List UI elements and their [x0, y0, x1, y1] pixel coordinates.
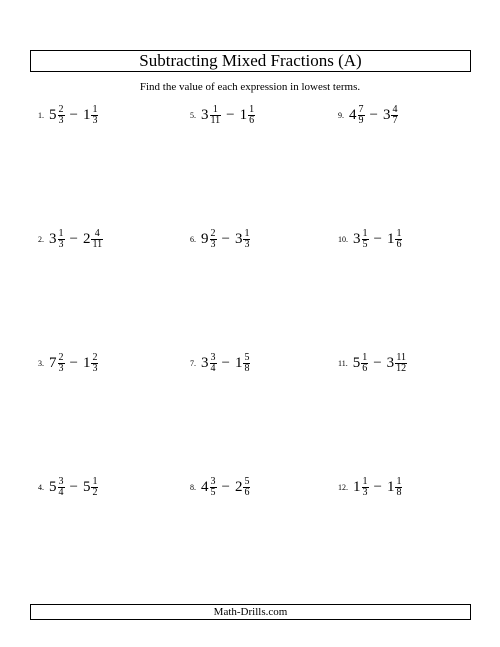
subtrahend-whole: 3: [386, 354, 395, 371]
subtrahend-denominator: 3: [92, 362, 98, 374]
minuend-whole: 3: [201, 354, 209, 371]
minuend-fraction: [210, 477, 217, 498]
minuend-numerator: 3: [210, 351, 216, 363]
minuend-whole: 5: [49, 106, 57, 123]
subtrahend-mixed-number: [83, 229, 103, 250]
subtrahend-mixed-number: [387, 229, 403, 250]
minuend-whole: 4: [349, 106, 357, 123]
minus-sign: −: [221, 230, 230, 247]
subtrahend-numerator: 5: [244, 351, 250, 363]
minus-sign: −: [221, 354, 230, 371]
minuend-fraction: [210, 105, 222, 126]
minus-sign: −: [373, 230, 382, 247]
minus-sign: −: [221, 478, 230, 495]
subtrahend-numerator: 1: [92, 475, 98, 487]
subtrahend-denominator: 12: [396, 362, 407, 374]
minuend-numerator: 7: [358, 103, 364, 115]
minuend-mixed-number: [49, 105, 65, 126]
minuend-mixed-number: [49, 353, 65, 374]
problem-item: [190, 98, 255, 132]
instructions: Find the value of each expression in lowest terms.: [139, 81, 361, 93]
subtrahend-mixed-number: [235, 229, 251, 250]
subtrahend-denominator: 6: [249, 114, 255, 126]
minus-sign: −: [69, 106, 78, 123]
minuend-numerator: 1: [212, 103, 218, 115]
minuend-denominator: 3: [210, 238, 216, 250]
subtrahend-fraction: [91, 477, 98, 498]
problem-number: 10.: [338, 234, 348, 244]
subtrahend-mixed-number: [83, 477, 99, 498]
problem-number: 7.: [190, 358, 196, 368]
minuend-fraction: [58, 477, 65, 498]
minuend-numerator: 1: [362, 475, 368, 487]
problem-number: 5.: [190, 110, 196, 120]
subtrahend-whole: 1: [82, 354, 91, 371]
subtrahend-fraction: [391, 105, 398, 126]
minus-sign: −: [69, 478, 78, 495]
minuend-denominator: 3: [58, 114, 64, 126]
problem-number: 1.: [38, 110, 44, 120]
subtrahend-whole: 1: [82, 106, 91, 123]
problem-item: [38, 222, 103, 256]
minuend-denominator: 4: [58, 486, 64, 498]
subtrahend-numerator: 5: [244, 475, 250, 487]
problem-number: 2.: [38, 234, 44, 244]
minuend-denominator: 3: [362, 486, 368, 498]
minus-sign: −: [226, 106, 235, 123]
subtrahend-numerator: 1: [92, 103, 98, 115]
problem-item: [38, 470, 98, 504]
problem-item: [338, 470, 402, 504]
minuend-whole: 5: [352, 354, 361, 371]
minuend-whole: 7: [49, 354, 57, 371]
minuend-whole: 3: [201, 106, 209, 123]
subtrahend-whole: 2: [234, 478, 243, 495]
subtrahend-whole: 1: [239, 106, 248, 123]
minuend-denominator: 5: [362, 238, 368, 250]
subtrahend-numerator: 4: [94, 227, 100, 239]
subtrahend-fraction: [243, 229, 250, 250]
subtrahend-fraction: [248, 105, 255, 126]
minuend-mixed-number: [201, 477, 217, 498]
subtrahend-fraction: [243, 477, 250, 498]
problem-item: [338, 222, 402, 256]
problem-number: 4.: [38, 482, 44, 492]
minuend-mixed-number: [201, 105, 221, 126]
minus-sign: −: [69, 230, 78, 247]
problem-item: [190, 222, 250, 256]
minuend-numerator: 3: [210, 475, 216, 487]
minuend-fraction: [358, 105, 365, 126]
subtrahend-whole: 1: [386, 478, 395, 495]
problem-number: 12.: [338, 482, 348, 492]
minuend-mixed-number: [353, 477, 369, 498]
minuend-numerator: 3: [58, 475, 64, 487]
subtrahend-numerator: 11: [396, 351, 406, 363]
subtrahend-denominator: 2: [92, 486, 98, 498]
minuend-denominator: 3: [58, 238, 64, 250]
minuend-fraction: [362, 477, 369, 498]
subtrahend-numerator: 1: [396, 227, 402, 239]
subtrahend-numerator: 1: [249, 103, 255, 115]
subtrahend-fraction: [395, 229, 402, 250]
minuend-mixed-number: [353, 353, 369, 374]
subtrahend-mixed-number: [235, 353, 251, 374]
minuend-fraction: [58, 229, 65, 250]
problem-number: 11.: [338, 358, 348, 368]
minuend-whole: 3: [49, 230, 57, 247]
minuend-denominator: 3: [58, 362, 64, 374]
minuend-denominator: 4: [210, 362, 216, 374]
minuend-numerator: 1: [58, 227, 64, 239]
minuend-whole: 9: [201, 230, 209, 247]
minuend-whole: 5: [49, 478, 57, 495]
subtrahend-whole: 5: [82, 478, 91, 495]
subtrahend-mixed-number: [387, 477, 403, 498]
minuend-mixed-number: [201, 353, 217, 374]
subtrahend-denominator: 8: [244, 362, 250, 374]
minuend-denominator: 6: [362, 362, 368, 374]
subtrahend-fraction: [91, 353, 98, 374]
subtrahend-denominator: 6: [244, 486, 250, 498]
minuend-fraction: [58, 105, 65, 126]
subtrahend-mixed-number: [235, 477, 251, 498]
minuend-fraction: [361, 353, 368, 374]
minuend-mixed-number: [349, 105, 365, 126]
subtrahend-fraction: [91, 105, 98, 126]
problem-number: 8.: [190, 482, 196, 492]
subtrahend-mixed-number: [240, 105, 256, 126]
minuend-whole: 4: [201, 478, 209, 495]
subtrahend-fraction: [395, 353, 407, 374]
minuend-denominator: 11: [210, 114, 221, 126]
subtrahend-numerator: 1: [396, 475, 402, 487]
subtrahend-denominator: 7: [392, 114, 398, 126]
worksheet-title: Subtracting Mixed Fractions (A): [30, 50, 471, 72]
subtrahend-whole: 1: [234, 354, 243, 371]
problem-item: [190, 346, 250, 380]
minuend-denominator: 5: [210, 486, 216, 498]
minuend-mixed-number: [49, 477, 65, 498]
subtrahend-fraction: [243, 353, 250, 374]
subtrahend-whole: 3: [382, 106, 391, 123]
minuend-numerator: 1: [362, 227, 368, 239]
minuend-numerator: 2: [58, 103, 64, 115]
footer: Math-Drills.com: [30, 604, 471, 620]
minuend-fraction: [210, 353, 217, 374]
subtrahend-mixed-number: [383, 105, 399, 126]
minuend-fraction: [362, 229, 369, 250]
subtrahend-numerator: 4: [392, 103, 398, 115]
minuend-whole: 3: [353, 230, 361, 247]
problem-number: 6.: [190, 234, 196, 244]
minuend-whole: 1: [353, 478, 361, 495]
minuend-numerator: 2: [58, 351, 64, 363]
minuend-mixed-number: [49, 229, 65, 250]
minus-sign: −: [373, 354, 382, 371]
subtrahend-whole: 1: [386, 230, 395, 247]
problem-item: [38, 346, 98, 380]
problem-item: [338, 98, 398, 132]
subtrahend-mixed-number: [83, 105, 99, 126]
minuend-denominator: 9: [358, 114, 364, 126]
minuend-mixed-number: [201, 229, 217, 250]
subtrahend-denominator: 6: [396, 238, 402, 250]
subtrahend-denominator: 3: [92, 114, 98, 126]
subtrahend-denominator: 8: [396, 486, 402, 498]
subtrahend-fraction: [91, 229, 103, 250]
minuend-fraction: [210, 229, 217, 250]
problem-item: [38, 98, 98, 132]
minuend-mixed-number: [353, 229, 369, 250]
problem-item: [190, 470, 250, 504]
subtrahend-denominator: 3: [244, 238, 250, 250]
minuend-numerator: 2: [210, 227, 216, 239]
minus-sign: −: [373, 478, 382, 495]
problem-number: 3.: [38, 358, 44, 368]
subtrahend-mixed-number: [387, 353, 408, 374]
problem-item: [338, 346, 407, 380]
subtrahend-denominator: 11: [92, 238, 103, 250]
subtrahend-whole: 2: [82, 230, 91, 247]
subtrahend-numerator: 1: [244, 227, 250, 239]
problem-number: 9.: [338, 110, 344, 120]
subtrahend-numerator: 2: [92, 351, 98, 363]
minuend-fraction: [58, 353, 65, 374]
minus-sign: −: [69, 354, 78, 371]
minuend-numerator: 1: [362, 351, 368, 363]
subtrahend-fraction: [395, 477, 402, 498]
minus-sign: −: [369, 106, 378, 123]
subtrahend-whole: 3: [234, 230, 243, 247]
subtrahend-mixed-number: [83, 353, 99, 374]
